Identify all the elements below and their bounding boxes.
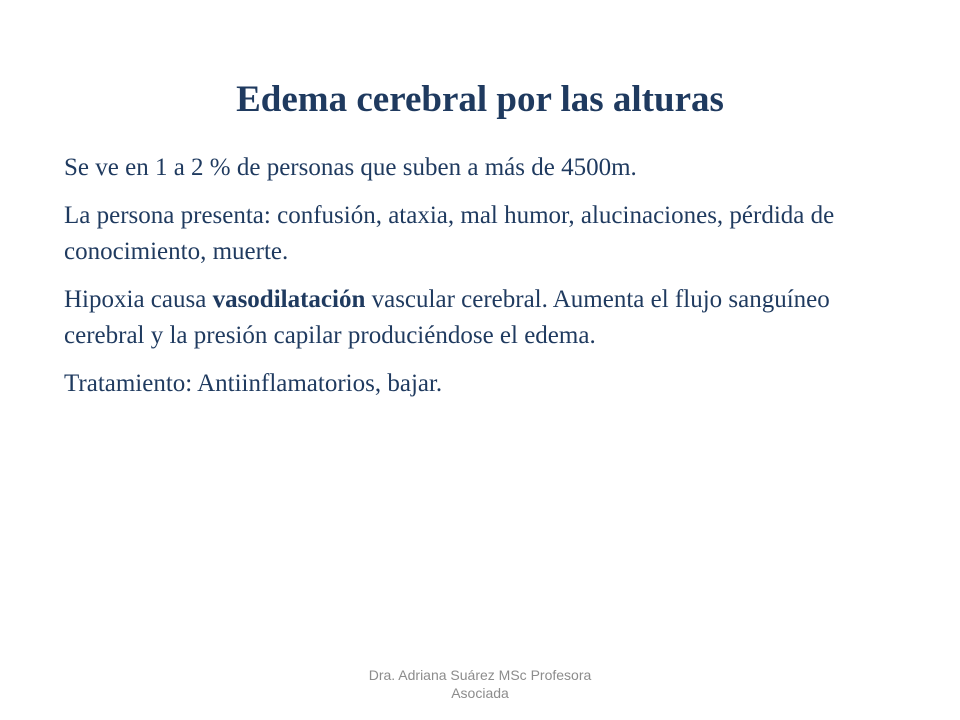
slide-body xyxy=(64,150,904,414)
paragraph-symptoms: La persona presenta: confusión, ataxia, mal humor, alucinaciones, pérdida de conocimiento, muerte. xyxy=(64,202,835,265)
slide-title: Edema cerebral por las alturas xyxy=(236,79,724,120)
mechanism-text-end: vascular cerebral. Aumenta el flujo sanguíneo cerebral y la presión capilar produciéndose el edema. xyxy=(64,286,830,349)
slide-footer xyxy=(330,666,630,702)
mechanism-keyword: vasodilatación xyxy=(212,286,366,313)
mechanism-text-start: Hipoxia causa xyxy=(64,286,213,313)
footer-title-line: Asociada xyxy=(451,685,509,701)
paragraph-prevalence: Se ve en 1 a 2 % de personas que suben a más de 4500m. xyxy=(64,154,637,181)
footer-author-line: Dra. Adriana Suárez MSc Profesora xyxy=(368,667,592,683)
paragraph-mechanism xyxy=(64,282,904,354)
paragraph-treatment: Tratamiento: Antiinflamatorios, bajar. xyxy=(64,370,443,397)
